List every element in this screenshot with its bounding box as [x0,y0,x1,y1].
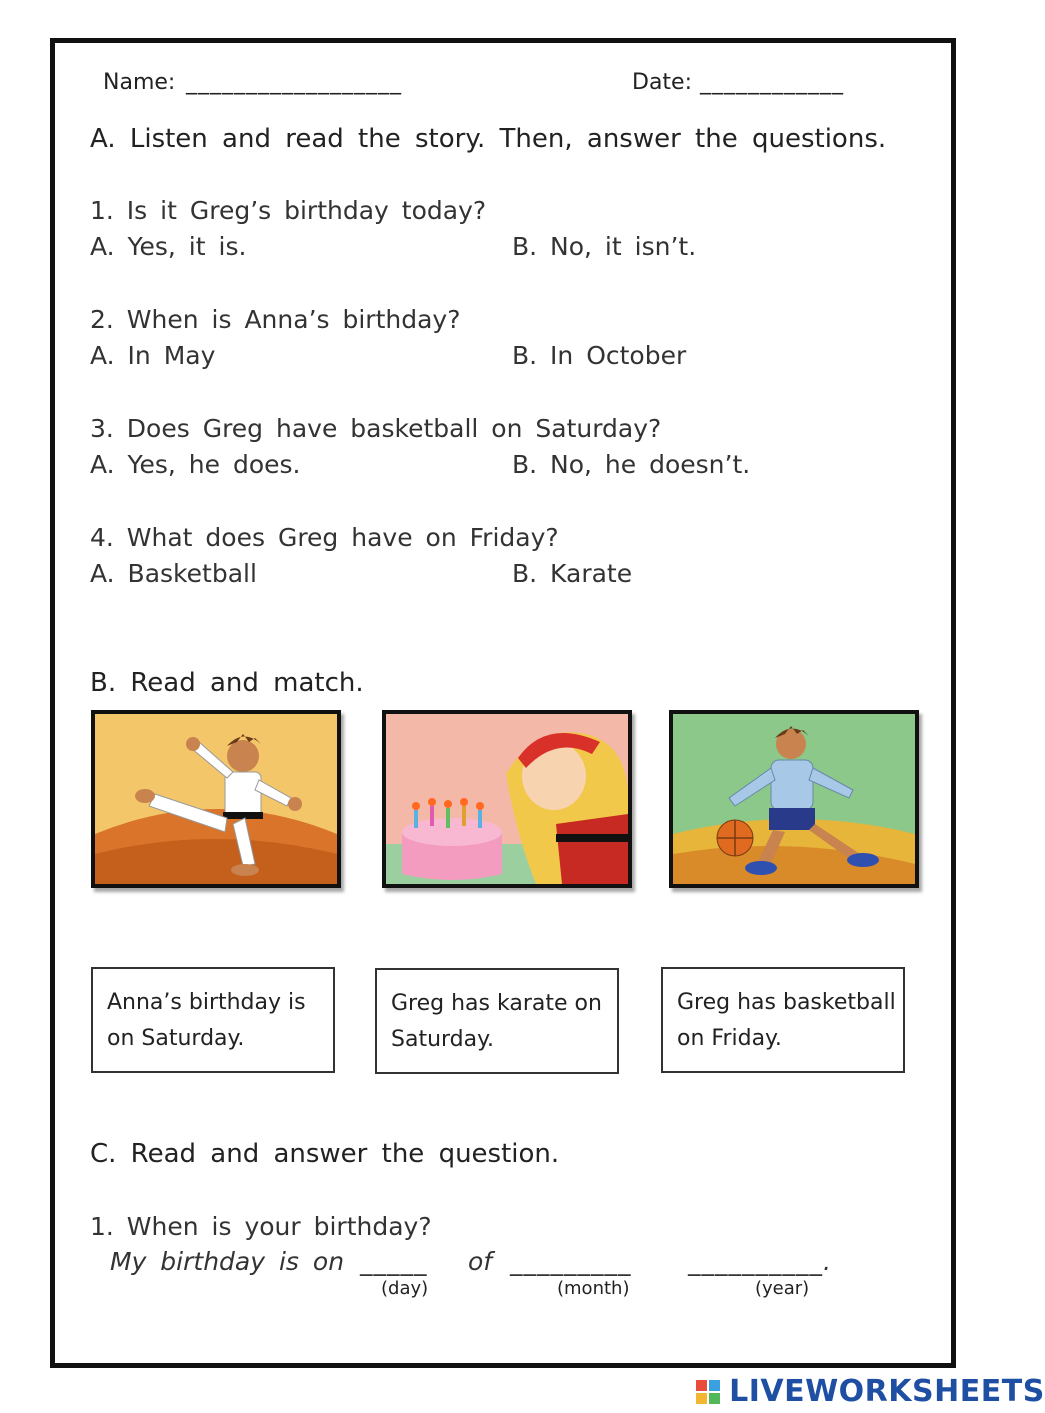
liveworksheets-icon [696,1380,720,1404]
question-4-option-b[interactable]: B. Karate [512,559,633,588]
question-3-option-b[interactable]: B. No, he doesn’t. [512,450,751,479]
question-3-option-a[interactable]: A. Yes, he does. [90,450,301,479]
date-field[interactable]: ____________ [700,70,844,95]
question-3: 3. Does Greg have basketball on Saturday? [90,414,662,443]
match-card-1-text: Anna’s birthday is on Saturday. [107,990,306,1051]
name-field[interactable]: __________________ [186,70,402,95]
basketball-picture[interactable] [669,710,919,888]
question-2: 2. When is Anna’s birthday? [90,305,461,334]
question-2-option-a[interactable]: A. In May [90,341,216,370]
year-blank[interactable]: __________. [688,1247,832,1276]
karate-picture[interactable] [91,710,341,888]
question-1: 1. Is it Greg’s birthday today? [90,196,487,225]
date-label: Date: [632,70,692,95]
of-word: of [468,1247,493,1276]
match-card-3-text: Greg has basketball on Friday. [677,990,896,1051]
section-c-title: C. Read and answer the question. [90,1139,560,1169]
question-1-option-b[interactable]: B. No, it isn’t. [512,232,697,261]
liveworksheets-logo[interactable] [696,1374,1045,1408]
month-blank[interactable]: _________ [510,1247,632,1276]
match-card-2-text: Greg has karate on Saturday. [391,991,602,1052]
question-2-option-b[interactable]: B. In October [512,341,687,370]
day-blank[interactable]: _____ [360,1247,428,1276]
liveworksheets-brand: LIVEWORKSHEETS [729,1374,1045,1409]
question-1-option-a[interactable]: A. Yes, it is. [90,232,247,261]
birthday-cake-picture[interactable] [382,710,632,888]
match-card-1[interactable] [91,967,335,1073]
year-label: (year) [755,1278,810,1299]
question-4-option-a[interactable]: A. Basketball [90,559,257,588]
question-c-1: 1. When is your birthday? [90,1212,432,1241]
match-card-2[interactable] [375,968,619,1074]
question-4: 4. What does Greg have on Friday? [90,523,559,552]
section-a-title: A. Listen and read the story. Then, answer the questions. [90,124,887,154]
match-card-3[interactable] [661,967,905,1073]
section-b-title: B. Read and match. [90,668,364,698]
name-label: Name: [103,70,176,95]
month-label: (month) [557,1278,630,1299]
day-label: (day) [381,1278,429,1299]
sentence-start: My birthday is on [110,1247,345,1276]
